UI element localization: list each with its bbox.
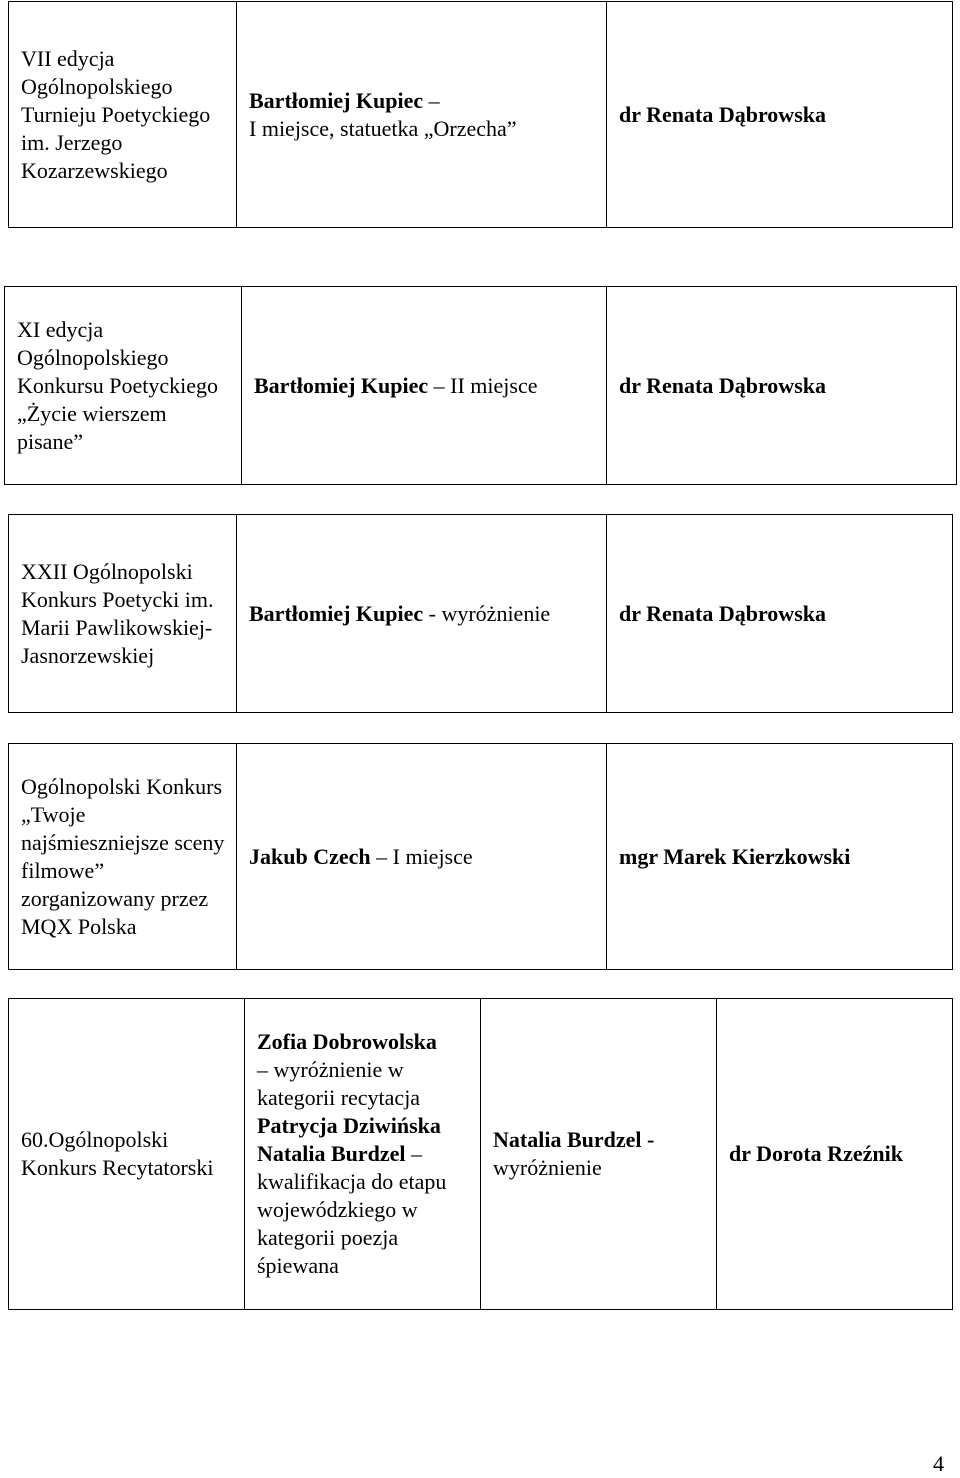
result-dash: –: [423, 87, 440, 113]
result-cell: [242, 287, 607, 485]
student-name: Bartłomiej Kupiec: [249, 87, 424, 113]
table-row-3: [8, 514, 953, 713]
table-row-2: [4, 286, 957, 485]
result-detail: – I miejsce: [370, 843, 473, 869]
table-row-5: [8, 998, 953, 1310]
competition-cell: XI edycja Ogólnopolskiego Konkursu Poetyckiego „Życie wierszem pisane”: [5, 287, 242, 485]
student-name: Bartłomiej Kupiec: [249, 600, 424, 626]
teacher-cell: dr Renata Dąbrowska: [607, 515, 953, 713]
page-number: 4: [933, 1451, 944, 1476]
result-detail: – kwalifikacja do etapu wojewódzkiego w kategorii poezja śpiewana: [257, 1141, 447, 1278]
competition-cell: 60.Ogólnopolski Konkurs Recytatorski: [9, 999, 245, 1310]
teacher-cell: dr Dorota Rzeźnik: [717, 999, 953, 1310]
result-detail: – II miejsce: [428, 372, 538, 398]
competition-cell: XXII Ogólnopolski Konkurs Poetycki im. Marii Pawlikowskiej-Jasnorzewskiej: [9, 515, 237, 713]
student-name: Jakub Czech: [249, 843, 371, 869]
result-detail: I miejsce, statuetka „Orzecha”: [249, 115, 517, 141]
table-row-1: [8, 1, 953, 228]
table-row-4: [8, 743, 953, 970]
student-name: Bartłomiej Kupiec: [254, 372, 429, 398]
result-detail: - wyróżnienie: [423, 600, 551, 626]
teacher-cell: dr Renata Dąbrowska: [607, 2, 953, 228]
result-detail: wyróżnienie: [493, 1155, 602, 1180]
result-cell: [245, 999, 481, 1310]
result-detail: – wyróżnienie w kategorii recytacja: [257, 1057, 421, 1110]
result-cell: [237, 744, 607, 970]
result-cell: [237, 2, 607, 228]
result-cell: [237, 515, 607, 713]
competition-cell: VII edycja Ogólnopolskiego Turnieju Poetyckiego im. Jerzego Kozarzewskiego: [9, 2, 237, 228]
student-name: Zofia Dobrowolska: [257, 1029, 437, 1054]
student-name: Natalia Burdzel: [257, 1141, 406, 1166]
student-name: Patrycja Dziwińska: [257, 1113, 441, 1138]
student-name: Natalia Burdzel -: [493, 1127, 655, 1152]
teacher-cell: dr Renata Dąbrowska: [607, 287, 957, 485]
teacher-cell: mgr Marek Kierzkowski: [607, 744, 953, 970]
result-cell-extra: [481, 999, 717, 1310]
competition-cell: Ogólnopolski Konkurs „Twoje najśmieszniejsze sceny filmowe” zorganizowany przez MQX Polska: [9, 744, 237, 970]
